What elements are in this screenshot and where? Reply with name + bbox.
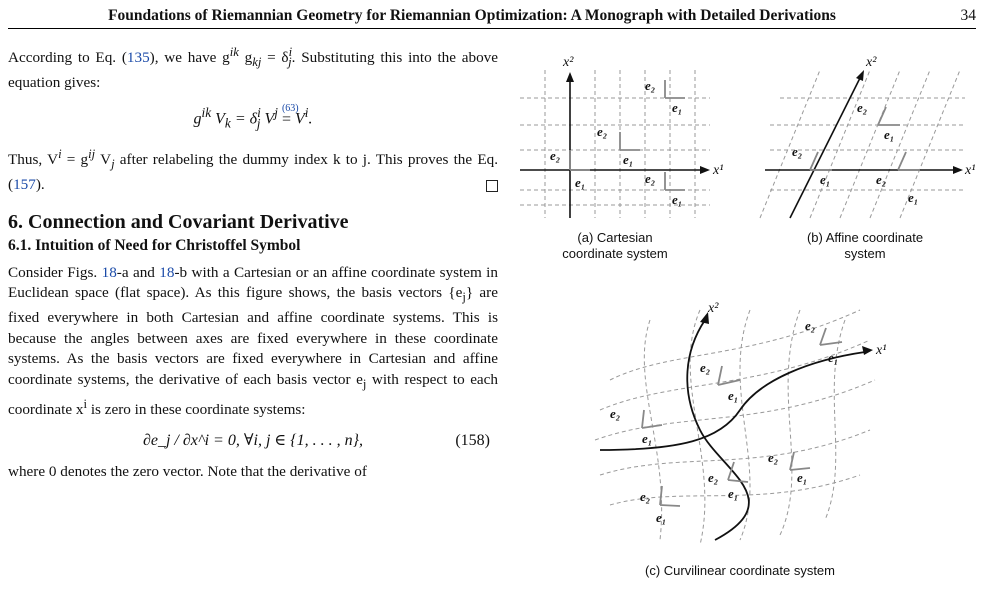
ref-eq-157[interactable]: 157	[13, 176, 36, 194]
qed-box	[486, 180, 498, 192]
x2-label: x²	[563, 55, 574, 70]
svg-text:x²: x²	[708, 301, 719, 316]
ref-eq-63[interactable]: (63)	[281, 102, 299, 114]
page-number: 34	[960, 7, 976, 24]
svg-text:e₁: e₁	[908, 190, 919, 205]
ref-eq-135[interactable]: 135	[126, 49, 150, 67]
caption-a: (a) Cartesian coordinate system	[562, 230, 668, 261]
cartesian-svg	[515, 50, 724, 220]
left-column	[8, 42, 498, 482]
subsection-heading: 6.1. Intuition of Need for Christoffel Symbol	[8, 237, 301, 255]
running-header	[8, 4, 976, 29]
paragraph-1: According to Eq. (135), we have $g^{ik}$ $g_{kj} = \delta^i_j$. Substituting this into the above equation gives:	[8, 45, 499, 91]
equation-1: $g^{ik}$ $V_k = \delta^i_j$ $V^j$ (63) = $V^i$.	[8, 103, 498, 134]
svg-text:e₁: e₁	[656, 510, 667, 525]
svg-text:e₂: e₂	[876, 172, 887, 187]
paragraph-3: Consider Figs. 18-a and 18-b with a Cartesian or an affine coordinate system in Euclidean space (flat space). As this figure shows, the basis vectors $\{e_j\}$ are fixed everywhere in both Cartesian and affine coordinate systems. This is because the angles between axes are fixed everywhere in these coordinate systems. As the basis vectors are fixed everywhere in Cartesian and affine coordinate systems, the derivative of each basis vector $e_j$ with respect to each coordinate $x^i$ is zero in these coordinate systems:	[8, 263, 499, 419]
figure-curvilinear	[590, 300, 890, 550]
svg-text:e₁: e₁	[575, 175, 586, 190]
svg-text:e₂: e₂	[700, 360, 711, 375]
svg-text:e₁: e₁	[828, 350, 839, 365]
svg-text:e₂: e₂	[805, 318, 816, 333]
equation-number: (158)	[455, 432, 490, 450]
svg-text:e₂: e₂	[610, 406, 621, 421]
svg-text:e₁: e₁	[642, 431, 653, 446]
paragraph-4: where 0 denotes the zero vector. Note that the derivative of	[8, 462, 367, 480]
svg-text:e₂: e₂	[857, 100, 868, 115]
svg-text:x¹: x¹	[876, 343, 887, 358]
ref-fig-18a[interactable]: 18	[101, 263, 117, 281]
svg-text:e₂: e₂	[708, 470, 719, 485]
svg-text:e₁: e₁	[672, 100, 683, 115]
svg-text:e₂: e₂	[645, 171, 656, 186]
svg-text:e₁: e₁	[728, 388, 739, 403]
caption-b: (b) Affine coordinate system	[806, 230, 924, 261]
section-heading: 6. Connection and Covariant Derivative	[8, 210, 349, 233]
x1-label: x¹	[713, 163, 724, 178]
ref-fig-18b[interactable]: 18	[159, 263, 175, 281]
svg-text:e₂: e₂	[597, 124, 608, 139]
svg-text:e₁: e₁	[672, 192, 683, 207]
paragraph-2: Thus, $V^i = g^{ij}$ $V_j$ after relabeling the dummy index k to j. This proves the Eq. (157).	[8, 147, 498, 194]
svg-text:e₂: e₂	[792, 144, 803, 159]
figure-cartesian	[515, 50, 724, 220]
svg-text:x²: x²	[866, 55, 877, 70]
svg-text:e₁: e₁	[728, 486, 739, 501]
svg-text:e₂: e₂	[550, 148, 561, 163]
figure-affine	[760, 50, 976, 220]
svg-text:e₁: e₁	[797, 470, 808, 485]
equation-158: ∂e_j / ∂x^i = 0, ∀i, j ∈ {1, . . . , n}, (158)	[8, 431, 498, 452]
curvilinear-svg	[590, 300, 890, 550]
svg-text:e₂: e₂	[768, 450, 779, 465]
svg-text:e₂: e₂	[640, 489, 651, 504]
svg-text:e₁: e₁	[820, 172, 831, 187]
svg-text:e₂: e₂	[645, 78, 656, 93]
caption-c: (c) Curvilinear coordinate system	[644, 563, 835, 578]
svg-text:e₁: e₁	[623, 152, 634, 167]
svg-text:x¹: x¹	[965, 163, 976, 178]
affine-svg	[760, 50, 976, 220]
svg-text:e₁: e₁	[884, 127, 895, 142]
running-title: Foundations of Riemannian Geometry for Riemannian Optimization: A Monograph with Detailed Derivations	[108, 7, 836, 24]
